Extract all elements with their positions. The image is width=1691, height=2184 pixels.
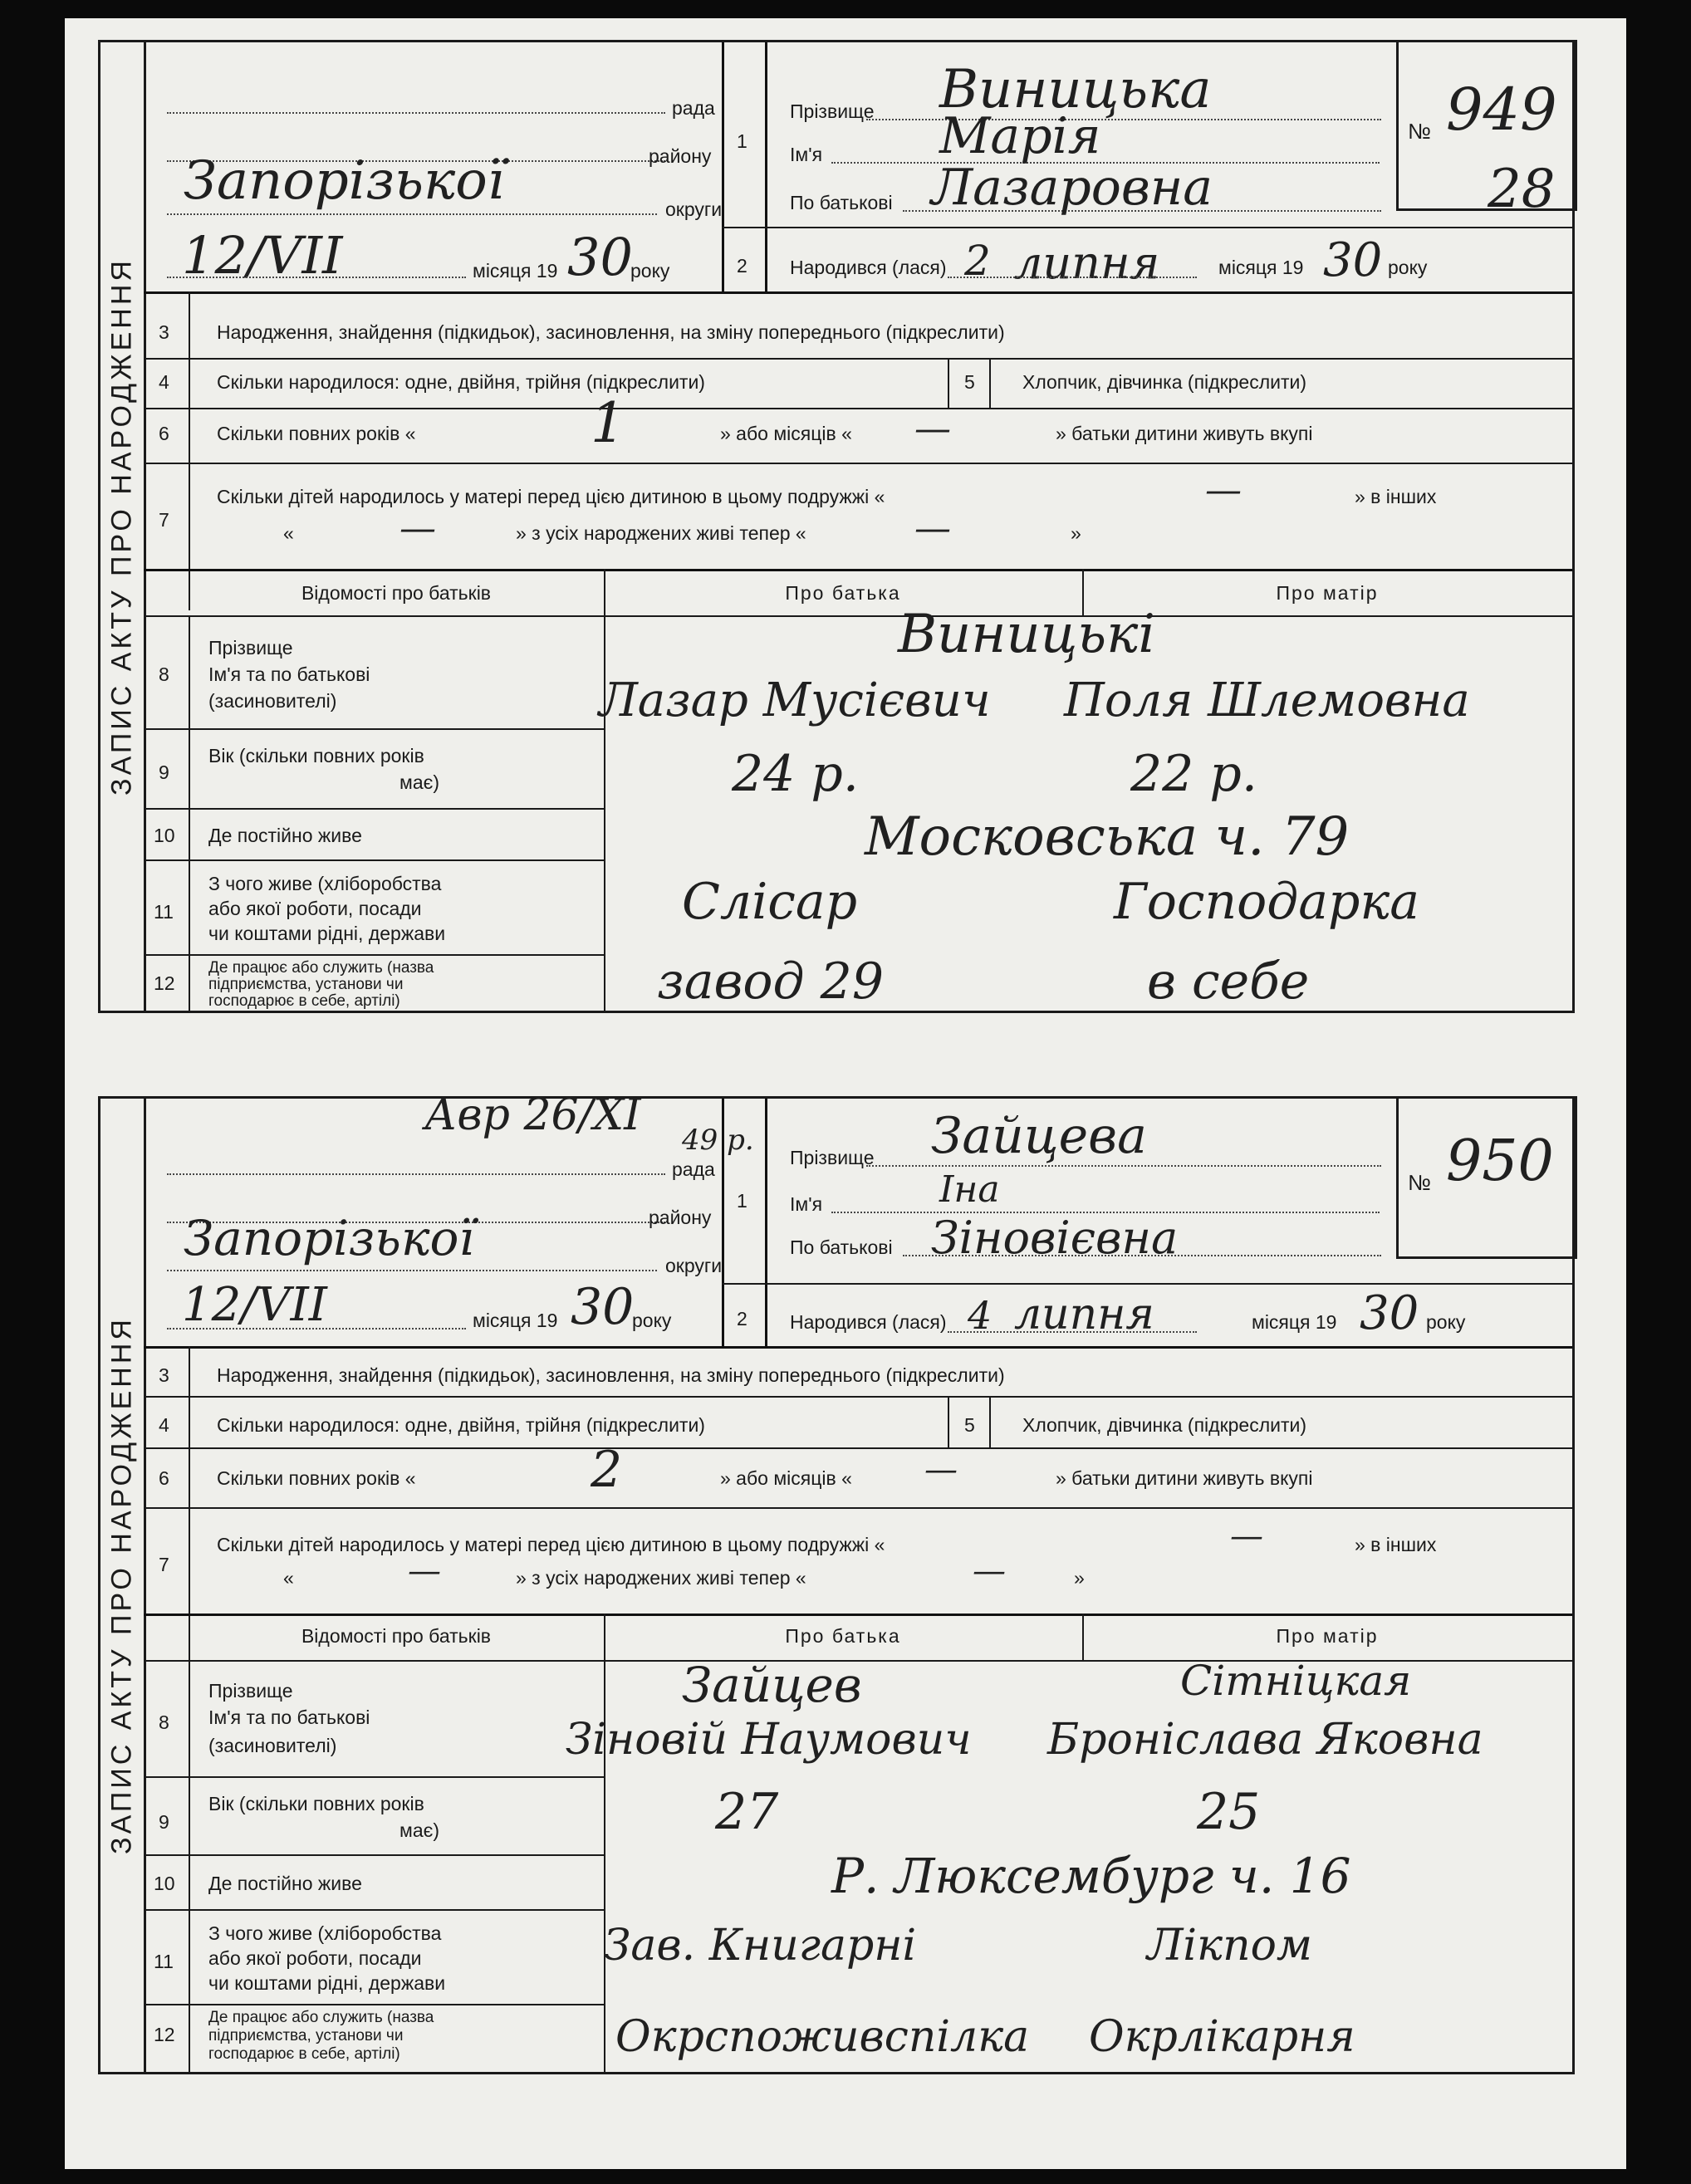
child-surname: Зайцева: [931, 1107, 1147, 1165]
mother-age: 25: [1197, 1783, 1261, 1841]
row-7-value-1: —: [1205, 469, 1242, 512]
father-surname: Зайцев: [682, 1657, 862, 1713]
row-9-label-2: має): [399, 1819, 439, 1841]
row-6-years: 2: [591, 1441, 623, 1499]
born-month-label: місяця 19: [1252, 1311, 1337, 1333]
row-9-label-1: Вік (скільки повних років: [208, 745, 424, 766]
row-10-number: 10: [154, 1873, 175, 1894]
row-12-number: 12: [154, 972, 175, 994]
father-header: Про батька: [785, 1625, 901, 1647]
born-day: 4: [968, 1293, 993, 1338]
number-label: №: [1408, 119, 1431, 144]
row-9-number: 9: [159, 1811, 169, 1833]
row-8-label-2: Ім'я та по батькові: [208, 1707, 370, 1728]
number-label: №: [1408, 1170, 1431, 1195]
parents-header: Відомості про батьків: [301, 582, 492, 604]
row-7-value-2: —: [399, 507, 436, 550]
raion-label: району: [649, 145, 712, 167]
row-12-number: 12: [154, 2024, 175, 2045]
father-name: Зіновій Наумович: [566, 1715, 972, 1765]
patronymic-label: По батькові: [790, 192, 893, 213]
child-patronymic: Зіновієвна: [931, 1212, 1179, 1264]
row-3-number: 3: [159, 321, 169, 343]
row-8-label-3: (засиновителі): [208, 690, 337, 712]
row-9-label-2: має): [399, 771, 439, 793]
row-11-label-2: або якої роботи, посади: [208, 1947, 422, 1969]
born-month: липня: [1014, 237, 1160, 289]
row-7-text-a: Скільки дітей народилось у матері перед цією дитиною в цьому подружжі «: [217, 486, 885, 507]
row-6-text-b: » або місяців «: [720, 1467, 852, 1489]
row-4-number: 4: [159, 371, 169, 393]
row-12-label-1: Де працює або служить (назва: [208, 2009, 434, 2026]
row-6-text-c: » батьки дитини живуть вкупі: [1056, 1467, 1313, 1489]
row-5-text: Хлопчик, дівчинка (підкреслити): [1022, 371, 1307, 393]
born-label: Народився (лася): [790, 257, 947, 278]
row-7-number: 7: [159, 509, 169, 531]
registration-month-label: місяця 19: [473, 1310, 558, 1331]
row-3-text: Народження, знайдення (підкидьок), засиновлення, на зміну попереднього (підкреслити): [217, 1364, 1005, 1386]
child-surname: Виницька: [939, 59, 1212, 120]
row-7-number: 7: [159, 1554, 169, 1575]
row-8-number: 8: [159, 1711, 169, 1733]
record-spine: [100, 42, 146, 1011]
father-workplace: завод 29: [657, 952, 884, 1011]
row-7-text-b: » в інших: [1355, 1534, 1437, 1555]
record-number: 950: [1446, 1129, 1554, 1194]
row-6-text-a: Скільки повних років «: [217, 1467, 416, 1489]
row-9-number: 9: [159, 761, 169, 783]
mother-workplace: в себе: [1147, 952, 1310, 1011]
child-name: Іна: [939, 1168, 1000, 1211]
row-11-label-1: З чого живе (хліборобства: [208, 1922, 442, 1944]
row-7-value-1: —: [1230, 1517, 1263, 1555]
record-title: ЗАПИС АКТУ ПРО НАРОДЖЕННЯ: [105, 1316, 138, 1854]
born-year-label: року: [1426, 1311, 1466, 1333]
row-4-number: 4: [159, 1414, 169, 1436]
registration-year-label: року: [630, 260, 670, 282]
father-header: Про батька: [785, 582, 901, 604]
row-7-text-d: » з усіх народжених живі тепер «: [516, 522, 806, 544]
row-3-number: 3: [159, 1364, 169, 1386]
row-12-label-1: Де працює або служить (назва: [208, 959, 434, 977]
residence: Московська ч. 79: [865, 806, 1350, 868]
registration-year: 30: [567, 227, 633, 287]
father-age: 27: [715, 1783, 779, 1841]
record-spine: [100, 1099, 146, 2072]
rada-year-note: 49 р.: [682, 1124, 754, 1157]
row-4-text: Скільки народилося: одне, двійня, трійня (підкреслити): [217, 1414, 705, 1436]
born-year: 30: [1323, 233, 1383, 287]
row-8-label-2: Ім'я та по батькові: [208, 664, 370, 685]
okrug-label: округи: [665, 198, 723, 220]
rada-value: Авр 26/XI: [424, 1090, 641, 1140]
row-12-label-3: господарює в себе, артілі): [208, 2045, 400, 2063]
surname-label: Прізвище: [790, 1147, 875, 1168]
born-year-label: року: [1388, 257, 1428, 278]
side-mark: 28: [1488, 159, 1556, 220]
row-6-text-b: » або місяців «: [720, 423, 852, 444]
row-9-label-1: Вік (скільки повних років: [208, 1793, 424, 1814]
row-11-label-3: чи коштами рідні, держави: [208, 923, 446, 944]
mother-occupation: Лікпом: [1147, 1921, 1312, 1971]
born-label: Народився (лася): [790, 1311, 947, 1333]
row-7-value-3: —: [914, 507, 951, 550]
mother-header: Про матір: [1276, 1625, 1379, 1647]
record-title: ЗАПИС АКТУ ПРО НАРОДЖЕННЯ: [105, 257, 138, 796]
birth-record-1: [98, 40, 1575, 1013]
row-7-text-c: «: [283, 1567, 294, 1589]
mother-header: Про матір: [1276, 582, 1379, 604]
row-6-number: 6: [159, 1467, 169, 1489]
registration-month-label: місяця 19: [473, 260, 558, 282]
row-12-label-3: господарює в себе, артілі): [208, 992, 400, 1010]
record-number: 949: [1446, 76, 1557, 144]
father-name: Лазар Мусієвич: [599, 673, 991, 727]
rada-label: рада: [672, 97, 715, 119]
row-11-label-1: З чого живе (хліборобства: [208, 873, 442, 894]
okrug-label: округи: [665, 1255, 723, 1276]
registration-year: 30: [571, 1278, 635, 1336]
row-12-label-2: підприємства, установи чи: [208, 2027, 404, 2044]
mother-occupation: Господарка: [1114, 873, 1420, 931]
row-12-label-2: підприємства, установи чи: [208, 976, 404, 993]
row-11-label-2: або якої роботи, посади: [208, 898, 422, 919]
father-workplace: Окрспоживспілка: [615, 2012, 1030, 2062]
born-month: липня: [1014, 1290, 1154, 1339]
mother-age: 22 р.: [1130, 745, 1257, 803]
row-7-value-2: —: [408, 1552, 441, 1590]
row-11-number: 11: [154, 1951, 174, 1972]
row-6-years: 1: [591, 391, 625, 455]
birth-record-2: [98, 1090, 1575, 2074]
row-4-text: Скільки народилося: одне, двійня, трійня (підкреслити): [217, 371, 705, 393]
row-6-months: —: [924, 1451, 958, 1489]
father-occupation: Зав. Книгарні: [604, 1921, 917, 1971]
row-10-label: Де постійно живе: [208, 825, 362, 846]
row-10-number: 10: [154, 825, 175, 846]
patronymic-label: По батькові: [790, 1236, 893, 1258]
row-11-label-3: чи коштами рідні, держави: [208, 1972, 446, 1994]
row-8-label-1: Прізвище: [208, 1680, 293, 1702]
row-2-number: 2: [737, 255, 747, 277]
mother-name: Броніслава Яковна: [1047, 1715, 1483, 1765]
row-8-label-3: (засиновителі): [208, 1735, 337, 1756]
row-7-text-d: » з усіх народжених живі тепер «: [516, 1567, 806, 1589]
row-7-text-e: »: [1071, 522, 1081, 544]
row-5-number: 5: [964, 1414, 975, 1436]
row-6-number: 6: [159, 423, 169, 444]
registration-day-month: 12/VII: [182, 1278, 327, 1332]
row-8-number: 8: [159, 664, 169, 685]
row-6-text-c: » батьки дитини живуть вкупі: [1056, 423, 1313, 444]
row-7-text-c: «: [283, 522, 294, 544]
mother-name: Поля Шлемовна: [1064, 673, 1470, 727]
row-5-number: 5: [964, 371, 975, 393]
okrug-value: Запорізької: [184, 1210, 474, 1266]
row-7-value-3: —: [973, 1552, 1006, 1590]
row-6-text-a: Скільки повних років «: [217, 423, 416, 444]
name-label: Ім'я: [790, 144, 823, 165]
row-10-label: Де постійно живе: [208, 1873, 362, 1894]
born-month-label: місяця 19: [1218, 257, 1304, 278]
row-5-text: Хлопчик, дівчинка (підкреслити): [1022, 1414, 1307, 1436]
row-6-months: —: [914, 408, 951, 450]
row-1-number: 1: [737, 130, 747, 152]
row-7-text-e: »: [1074, 1567, 1085, 1589]
child-name: Марія: [939, 107, 1101, 165]
row-3-text: Народження, знайдення (підкидьок), засиновлення, на зміну попереднього (підкреслити): [217, 321, 1005, 343]
row-2-number: 2: [737, 1308, 747, 1329]
name-label: Ім'я: [790, 1193, 823, 1215]
father-occupation: Слісар: [682, 873, 858, 931]
row-7-text-b: » в інших: [1355, 486, 1437, 507]
father-age: 24 р.: [732, 745, 859, 803]
okrug-value: Запорізької: [184, 150, 505, 212]
parents-header: Відомості про батьків: [301, 1625, 492, 1647]
born-day: 2: [964, 237, 991, 285]
raion-label: району: [649, 1207, 712, 1228]
registration-day-month: 12/VII: [182, 225, 343, 286]
mother-workplace: Окрлікарня: [1089, 2012, 1355, 2062]
child-patronymic: Лазаровна: [931, 159, 1213, 217]
born-year: 30: [1360, 1286, 1419, 1340]
row-8-label-1: Прізвище: [208, 637, 293, 659]
surname-label: Прізвище: [790, 100, 875, 122]
row-11-number: 11: [154, 901, 174, 923]
row-1-number: 1: [737, 1190, 747, 1212]
residence: Р. Люксембург ч. 16: [831, 1848, 1351, 1904]
registration-year-label: року: [632, 1310, 672, 1331]
parents-surname: Виницькі: [898, 604, 1155, 665]
row-7-text-a: Скільки дітей народилось у матері перед цією дитиною в цьому подружжі «: [217, 1534, 885, 1555]
mother-surname: Сітніцкая: [1180, 1657, 1412, 1705]
rada-label: рада: [672, 1158, 715, 1180]
